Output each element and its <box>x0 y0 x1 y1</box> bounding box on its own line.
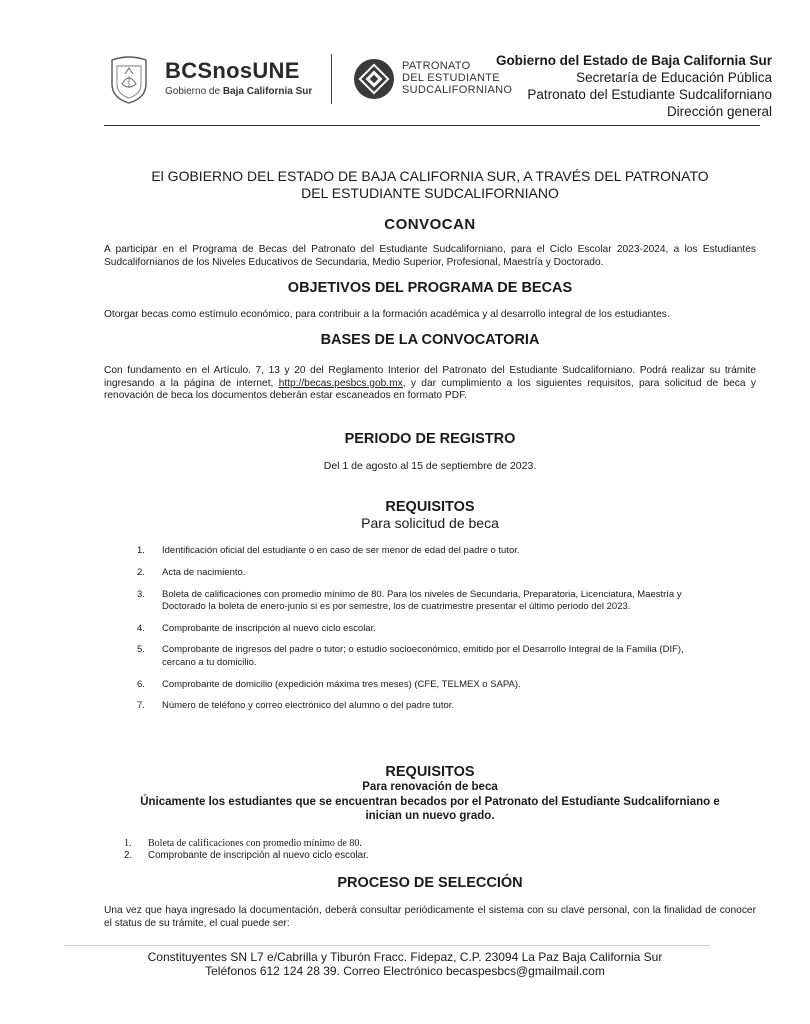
proceso-text: Una vez que haya ingresado la documentación, deberá consultar periódicamente el sistema con su clave personal, con la finalidad de conocer el status de su trámite, el cual puede ser: <box>104 905 756 929</box>
objetivos-heading: OBJETIVOS DEL PROGRAMA DE BECAS <box>287 280 573 296</box>
brand-subtitle: Gobierno de Baja California Sur <box>165 86 313 97</box>
list-item: 6. Comprobante de domicilio (expedición máxima tres meses) (CFE, TELMEX o SAPA). <box>137 678 521 690</box>
footer-address: Constituyentes SN L7 e/Cabrilla y Tiburón Fracc. Fidepaz, C.P. 23094 La Paz Baja California Sur Teléfonos 612 124 28 39. Correo Electrónico becaspesbcs@gmailmail.com <box>147 950 663 978</box>
requisitos-renovacion-list <box>124 838 684 862</box>
requisitos-solicitud-subheading: Para solicitud de beca <box>361 515 499 531</box>
patronato-name: PATRONATO DEL ESTUDIANTE SUDCALIFORNIANO <box>402 60 513 96</box>
requisitos-solicitud-list <box>137 545 707 722</box>
brand-block <box>165 58 312 97</box>
header-divider <box>331 54 332 104</box>
proceso-heading: PROCESO DE SELECCIÓN <box>337 875 523 891</box>
list-item: 3. Boleta de calificaciones con promedio mínimo de 80. Para los niveles de Secundaria, Preparatoria, Licenciatura, Maestría y Doctorado la boleta de enero-junio si es por semestre, los de cuatrimestre presentar el último periodo del 2023. <box>137 588 682 612</box>
list-item: 4. Comprobante de inscripción al nuevo ciclo escolar. <box>137 622 376 634</box>
state-coat-of-arms-icon <box>108 54 150 104</box>
bases-text: Con fundamento en el Artículo. 7, 13 y 20 del Reglamento Interior del Patronato del Estudiante Sudcaliforniano. Podrá realizar su trámite ingresando a la página de internet, http://becas.pesbcs.gob.mx, y dar cumplimiento a los siguientes requisitos, para solicitud de beca y renovación de beca los documentos deberán estar escaneados en formato PDF. <box>104 365 756 401</box>
requisitos-renovacion-heading: REQUISITOS <box>385 764 475 780</box>
header-rule <box>104 125 760 126</box>
footer-rule <box>64 945 710 946</box>
periodo-heading: PERIODO DE REGISTRO <box>344 431 516 447</box>
requisitos-renovacion-subheading: Para renovación de beca <box>362 781 498 793</box>
list-item: 5. Comprobante de ingresos del padre o tutor; o estudio socioeconómico, emitido por el Desarrollo Integral de la Familia (DIF), cercano a tu domicilio. <box>137 644 684 668</box>
list-item: 2. Comprobante de inscripción al nuevo ciclo escolar. <box>124 850 369 861</box>
requisitos-renovacion-note: Únicamente los estudiantes que se encuentran becados por el Patronato del Estudiante Sudcaliforniano e inician un nuevo grado. <box>140 796 720 822</box>
list-item: 2. Acta de nacimiento. <box>137 566 246 578</box>
list-item: 7. Número de teléfono y correo electrónico del alumno o del padre tutor. <box>137 700 455 712</box>
objetivos-text: Otorgar becas como estímulo económico, para contribuir a la formación académica y al desarrollo integral de los estudiantes. <box>104 309 670 320</box>
convocan-heading: CONVOCAN <box>384 216 476 233</box>
becas-website-link[interactable]: http://becas.pesbcs.gob.mx, <box>278 377 406 389</box>
periodo-text: Del 1 de agosto al 15 de septiembre de 2023. <box>323 460 537 472</box>
list-item: 1. Boleta de calificaciones con promedio mínimo de 80. <box>124 838 362 849</box>
convocan-text: A participar en el Programa de Becas del Patronato del Estudiante Sudcaliforniano, para el Ciclo Escolar 2023-2024, a los Estudiantes Sudcalifornianos de los Niveles Educativos de Secundaria, Medio Superior, Profesional, Maestría y Doctorado. <box>104 244 756 268</box>
bases-heading: BASES DE LA CONVOCATORIA <box>320 332 540 348</box>
patronato-logo-icon <box>352 55 396 103</box>
government-block: Gobierno del Estado de Baja California Sur Secretaría de Educación Pública Patronato del Estudiante Sudcaliforniano Dirección general <box>495 53 772 119</box>
government-title: Gobierno del Estado de Baja California Sur <box>495 53 772 68</box>
list-item: 1. Identificación oficial del estudiante o en caso de ser menor de edad del padre o tutor. <box>137 545 520 556</box>
intro-heading: El GOBIERNO DEL ESTADO DE BAJA CALIFORNIA SUR, A TRAVÉS DEL PATRONATO DEL ESTUDIANTE SUDCALIFORNIANO <box>151 168 709 201</box>
requisitos-solicitud-heading: REQUISITOS <box>385 499 475 515</box>
brand-title: BCSnosUNE <box>165 58 300 83</box>
